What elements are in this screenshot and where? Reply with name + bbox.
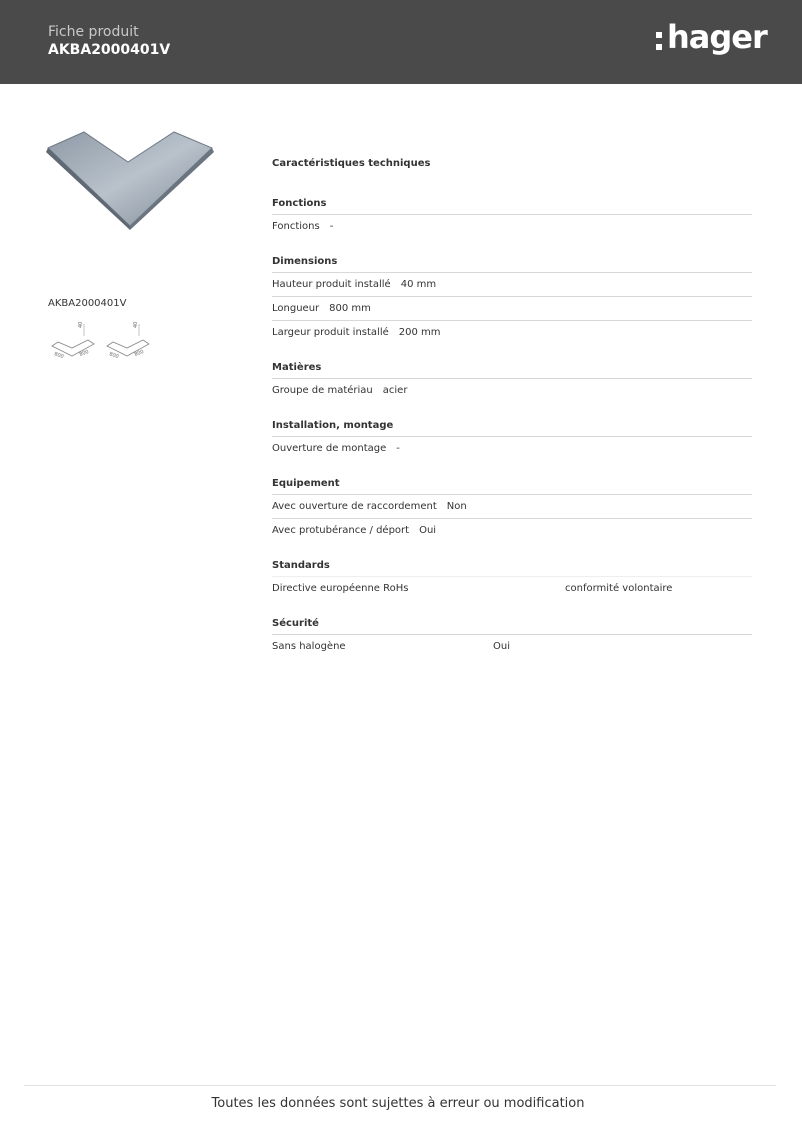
header-subtitle: Fiche produit [48,24,139,40]
spec-row [272,519,752,542]
spec-row [272,273,752,297]
spec-value: 200 mm [398,327,441,338]
spec-row [272,495,752,519]
spec-key: Longueur [272,303,320,314]
section-title: Dimensions [272,255,752,273]
footer-disclaimer: Toutes les données sont sujettes à erreur ou modification [211,1096,585,1111]
spec-row [272,437,752,460]
section-title: Equipement [272,477,752,495]
logo-text: hager [667,18,767,56]
spec-value: Non [446,501,467,512]
section-title: Installation, montage [272,419,752,437]
dimension-w1-label: 800 [53,351,65,361]
spec-key: Fonctions [272,221,320,232]
product-sku: AKBA2000401V [48,298,127,309]
spec-key: Hauteur produit installé [272,279,391,290]
footer-divider [24,1085,776,1086]
dimension-w1-label: 800 [108,351,120,361]
spec-value: 40 mm [400,279,437,290]
section-title: Standards [272,559,752,577]
dimension-height-label: 40 [133,321,139,328]
spec-value: Oui [493,641,510,652]
logo-dots-icon [656,32,663,56]
section-dimensions [272,255,752,344]
specs-title: Caractéristiques techniques [272,158,431,169]
dimension-height-label: 40 [78,321,84,328]
section-title: Sécurité [272,617,752,635]
spec-value: conformité volontaire [565,583,673,594]
spec-key: Directive européenne RoHs [272,583,409,594]
page-header [0,0,802,84]
spec-row [272,297,752,321]
spec-key: Avec ouverture de raccordement [272,501,437,512]
section-matieres [272,361,752,402]
dimension-w2-label: 800 [133,348,145,358]
spec-row [272,321,752,344]
technical-specs [272,157,752,675]
spec-key: Groupe de matériau [272,385,373,396]
dimension-w2-label: 800 [78,348,90,358]
section-title: Fonctions [272,197,752,215]
section-title: Matières [272,361,752,379]
spec-value: acier [382,385,408,396]
section-fonctions [272,197,752,238]
section-securite [272,617,752,658]
spec-value: Oui [419,525,437,536]
section-standards [272,559,752,600]
spec-row [272,379,752,402]
product-image [44,126,216,232]
spec-value: - [396,443,400,454]
spec-key: Avec protubérance / déport [272,525,410,536]
section-equipement [272,477,752,542]
section-installation [272,419,752,460]
spec-key: Largeur produit installé [272,327,389,338]
spec-key: Ouverture de montage [272,443,387,454]
spec-value: 800 mm [329,303,371,314]
spec-row [272,215,752,238]
spec-row [272,577,752,600]
spec-row [272,635,752,658]
dimension-drawing-2 [103,318,153,362]
spec-value: - [329,221,334,232]
header-reference: AKBA2000401V [48,42,171,58]
spec-key: Sans halogène [272,641,346,652]
dimension-drawing-1 [48,318,98,362]
